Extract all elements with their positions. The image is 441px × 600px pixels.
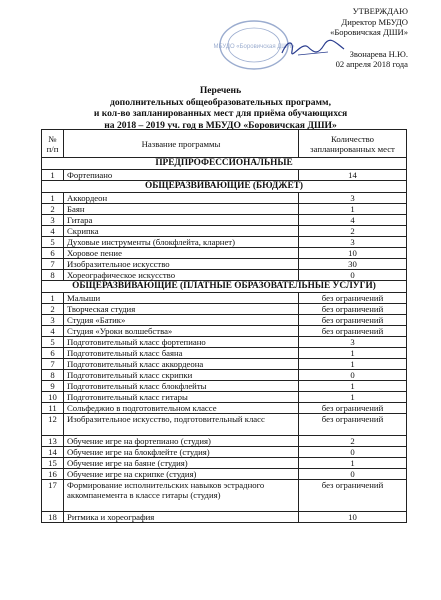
program-name: Студия «Батик» (64, 315, 299, 326)
planned-places: без ограничений (299, 326, 407, 337)
approval-date: 02 апреля 2018 года (335, 59, 408, 70)
signature-row (213, 43, 408, 60)
stamp-text: МБУДО «Боровичская ДШИ» (213, 43, 295, 50)
program-name: Творческая студия (64, 304, 299, 315)
table-row (42, 259, 407, 270)
planned-places: 0 (299, 447, 407, 458)
row-number: 1 (42, 293, 64, 304)
signature-icon (278, 37, 348, 59)
program-name: Гитара (64, 215, 299, 226)
planned-places: без ограничений (299, 414, 407, 436)
signer-name: Звонарева Н.Ю. (349, 48, 408, 59)
row-number: 7 (42, 359, 64, 370)
title-line-4: на 2018 – 2019 уч. год в МБУДО «Боровичская ДШИ» (104, 119, 337, 131)
program-name: Скрипка (64, 226, 299, 237)
row-number: 13 (42, 436, 64, 447)
section-header-row (42, 281, 407, 293)
table-row (42, 326, 407, 337)
table-row (42, 480, 407, 512)
table-row (42, 348, 407, 359)
planned-places: 0 (299, 270, 407, 281)
document-title (0, 85, 441, 131)
planned-places: без ограничений (299, 403, 407, 414)
program-name: Обучение игре на баяне (студия) (64, 458, 299, 469)
planned-places: 1 (299, 458, 407, 469)
program-name: Подготовительный класс блокфлейты (64, 381, 299, 392)
row-number: 3 (42, 215, 64, 226)
program-name: Обучение игре на скрипке (студия) (64, 469, 299, 480)
table-row (42, 392, 407, 403)
program-name: Малыши (64, 293, 299, 304)
table-body (42, 158, 407, 523)
table-row (42, 447, 407, 458)
section-title: ОБЩЕРАЗВИВАЮЩИЕ (ПЛАТНЫЕ ОБРАЗОВАТЕЛЬНЫЕ УСЛУГИ) (42, 281, 407, 293)
row-number: 15 (42, 458, 64, 469)
title-line-2: дополнительных общеобразовательных программ, (110, 96, 331, 108)
program-name: Изобразительное искусство, подготовительный класс (64, 414, 299, 436)
table-row (42, 458, 407, 469)
planned-places: 2 (299, 226, 407, 237)
table-row (42, 436, 407, 447)
header-num: № п/п (42, 130, 64, 158)
program-name: Баян (64, 204, 299, 215)
row-number: 2 (42, 304, 64, 315)
program-name: Обучение игре на фортепиано (студия) (64, 436, 299, 447)
row-number: 10 (42, 392, 64, 403)
planned-places: 14 (299, 170, 407, 181)
planned-places: 10 (299, 512, 407, 523)
table-row (42, 215, 407, 226)
header-count: Количество запланированных мест (299, 130, 407, 158)
row-number: 8 (42, 370, 64, 381)
row-number: 4 (42, 326, 64, 337)
table-row (42, 293, 407, 304)
approval-organization: «Боровичская ДШИ» (330, 27, 408, 38)
table-header-row (42, 130, 407, 158)
planned-places: 3 (299, 193, 407, 204)
planned-places: 0 (299, 469, 407, 480)
row-number: 5 (42, 337, 64, 348)
row-number: 7 (42, 259, 64, 270)
planned-places: 10 (299, 248, 407, 259)
program-name: Сольфеджио в подготовительном классе (64, 403, 299, 414)
table-row (42, 512, 407, 523)
row-number: 4 (42, 226, 64, 237)
program-name: Аккордеон (64, 193, 299, 204)
table-row (42, 237, 407, 248)
table-row (42, 370, 407, 381)
row-number: 11 (42, 403, 64, 414)
row-number: 1 (42, 193, 64, 204)
table-row (42, 315, 407, 326)
table-row (42, 414, 407, 436)
planned-places: 30 (299, 259, 407, 270)
program-name: Духовые инструменты (блокфлейта, кларнет) (64, 237, 299, 248)
table-row (42, 204, 407, 215)
table-row (42, 304, 407, 315)
section-header-row (42, 181, 407, 193)
row-number: 16 (42, 469, 64, 480)
table-row (42, 193, 407, 204)
row-number: 14 (42, 447, 64, 458)
section-header-row (42, 158, 407, 170)
programs-table (41, 129, 407, 523)
program-name: Подготовительный класс скрипки (64, 370, 299, 381)
table-row (42, 270, 407, 281)
program-name: Подготовительный класс аккордеона (64, 359, 299, 370)
row-number: 2 (42, 204, 64, 215)
approval-heading: УТВЕРЖДАЮ (352, 6, 408, 16)
planned-places: 4 (299, 215, 407, 226)
program-name: Подготовительный класс баяна (64, 348, 299, 359)
table-row (42, 381, 407, 392)
planned-places: 3 (299, 337, 407, 348)
row-number: 18 (42, 512, 64, 523)
table-row (42, 248, 407, 259)
row-number: 6 (42, 348, 64, 359)
table-row (42, 337, 407, 348)
program-name: Фортепиано (64, 170, 299, 181)
program-name: Подготовительный класс гитары (64, 392, 299, 403)
table-row (42, 170, 407, 181)
planned-places: 2 (299, 436, 407, 447)
program-name: Изобразительное искусство (64, 259, 299, 270)
approval-position: Директор МБУДО (341, 16, 408, 27)
program-name: Студия «Уроки волшебства» (64, 326, 299, 337)
program-name: Ритмика и хореография (64, 512, 299, 523)
planned-places: 3 (299, 237, 407, 248)
title-line-1: Перечень (199, 85, 242, 96)
planned-places: без ограничений (299, 304, 407, 315)
title-line-3: и кол-во запланированных мест для приёма обучающихся (93, 108, 348, 120)
row-number: 3 (42, 315, 64, 326)
table-row (42, 403, 407, 414)
planned-places: без ограничений (299, 480, 407, 512)
program-name: Хореографическое искусство (64, 270, 299, 281)
row-number: 12 (42, 414, 64, 436)
section-title: ПРЕДПРОФЕССИОНАЛЬНЫЕ (42, 158, 407, 170)
section-title: ОБЩЕРАЗВИВАЮЩИЕ (БЮДЖЕТ) (42, 181, 407, 193)
planned-places: 1 (299, 381, 407, 392)
row-number: 17 (42, 480, 64, 512)
planned-places: без ограничений (299, 315, 407, 326)
planned-places: 1 (299, 348, 407, 359)
program-name: Подготовительный класс фортепиано (64, 337, 299, 348)
planned-places: 1 (299, 392, 407, 403)
program-name: Хоровое пение (64, 248, 299, 259)
table-row (42, 469, 407, 480)
program-name: Обучение игре на блокфлейте (студия) (64, 447, 299, 458)
row-number: 1 (42, 170, 64, 181)
row-number: 6 (42, 248, 64, 259)
program-name: Формирование исполнительских навыков эстрадного аккомпанемента в классе гитары (студия) (64, 480, 299, 512)
table-row (42, 359, 407, 370)
planned-places: 1 (299, 359, 407, 370)
planned-places: 1 (299, 204, 407, 215)
planned-places: 0 (299, 370, 407, 381)
row-number: 8 (42, 270, 64, 281)
approval-block (213, 6, 408, 70)
row-number: 9 (42, 381, 64, 392)
planned-places: без ограничений (299, 293, 407, 304)
row-number: 5 (42, 237, 64, 248)
table-row (42, 226, 407, 237)
header-name: Название программы (64, 130, 299, 158)
